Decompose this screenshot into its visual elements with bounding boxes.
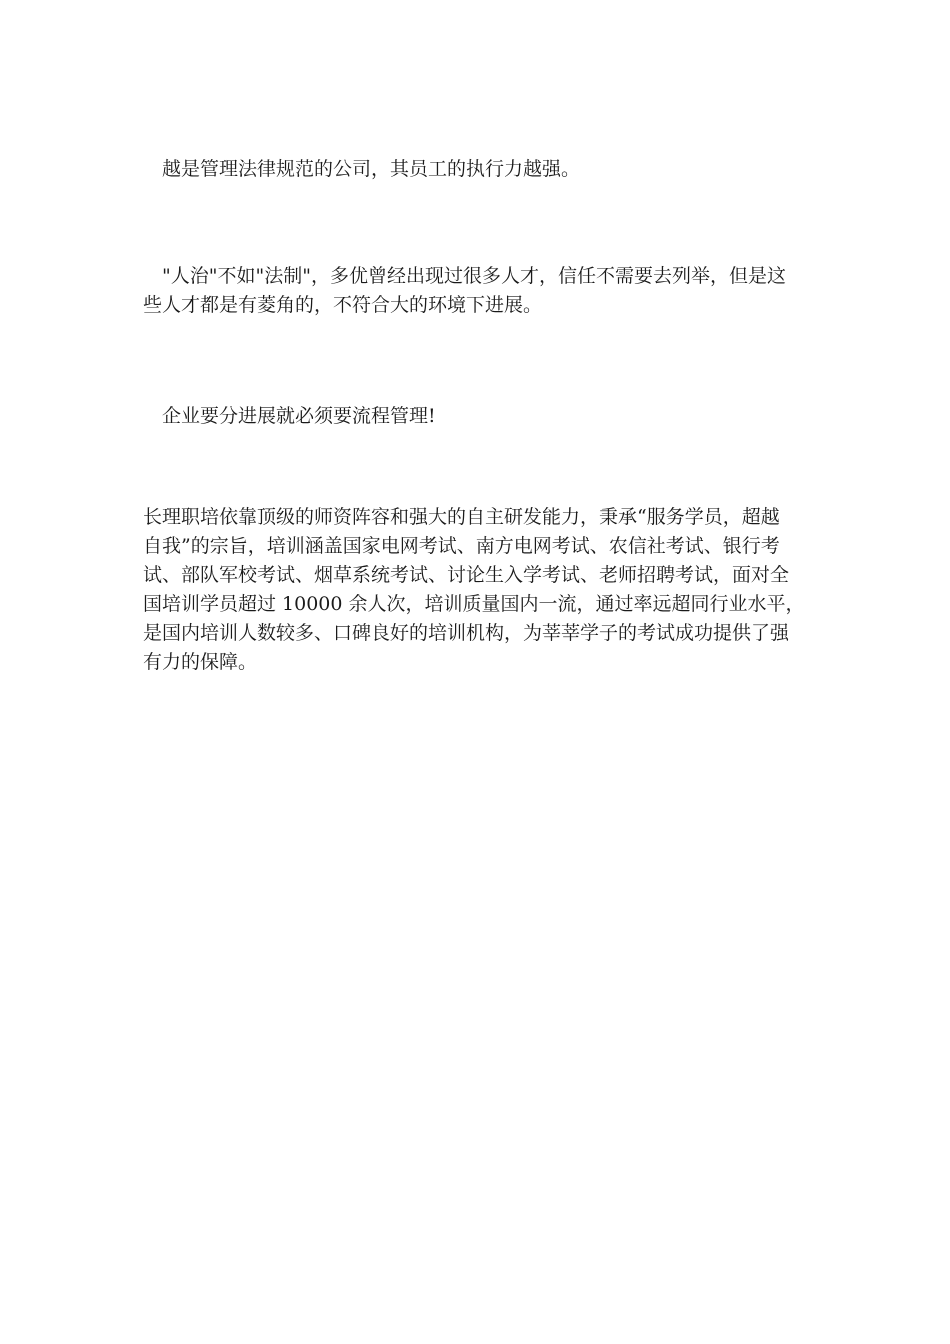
- paragraph-training-institution: [143, 503, 808, 677]
- text-line: "人治"不如"法制"，多优曾经出现过很多人才，信任不需要去列举，但是这: [143, 265, 786, 287]
- paragraph-process-management: [143, 402, 808, 431]
- text-line: 长理职培依靠顶级的师资阵容和强大的自主研发能力，秉承“服务学员，超越: [143, 506, 780, 528]
- text-line: 企业要分进展就必须要流程管理!: [143, 405, 436, 427]
- paragraph-management-law: [143, 155, 808, 184]
- text-line: 试、部队军校考试、烟草系统考试、讨论生入学考试、老师招聘考试，面对全: [143, 564, 790, 586]
- text-line: 自我”的宗旨，培训涵盖国家电网考试、南方电网考试、农信社考试、银行考: [143, 535, 780, 557]
- paragraph-rule-of-law: [143, 262, 808, 320]
- text-line: 越是管理法律规范的公司，其员工的执行力越强。: [143, 158, 581, 180]
- text-line: 国培训学员超过 10000 余人次，培训质量国内一流，通过率远超同行业水平，: [143, 593, 805, 615]
- text-line: 是国内培训人数较多、口碑良好的培训机构，为莘莘学子的考试成功提供了强: [143, 622, 790, 644]
- text-line: 有力的保障。: [143, 651, 258, 673]
- text-line: 些人才都是有菱角的，不符合大的环境下进展。: [143, 294, 543, 316]
